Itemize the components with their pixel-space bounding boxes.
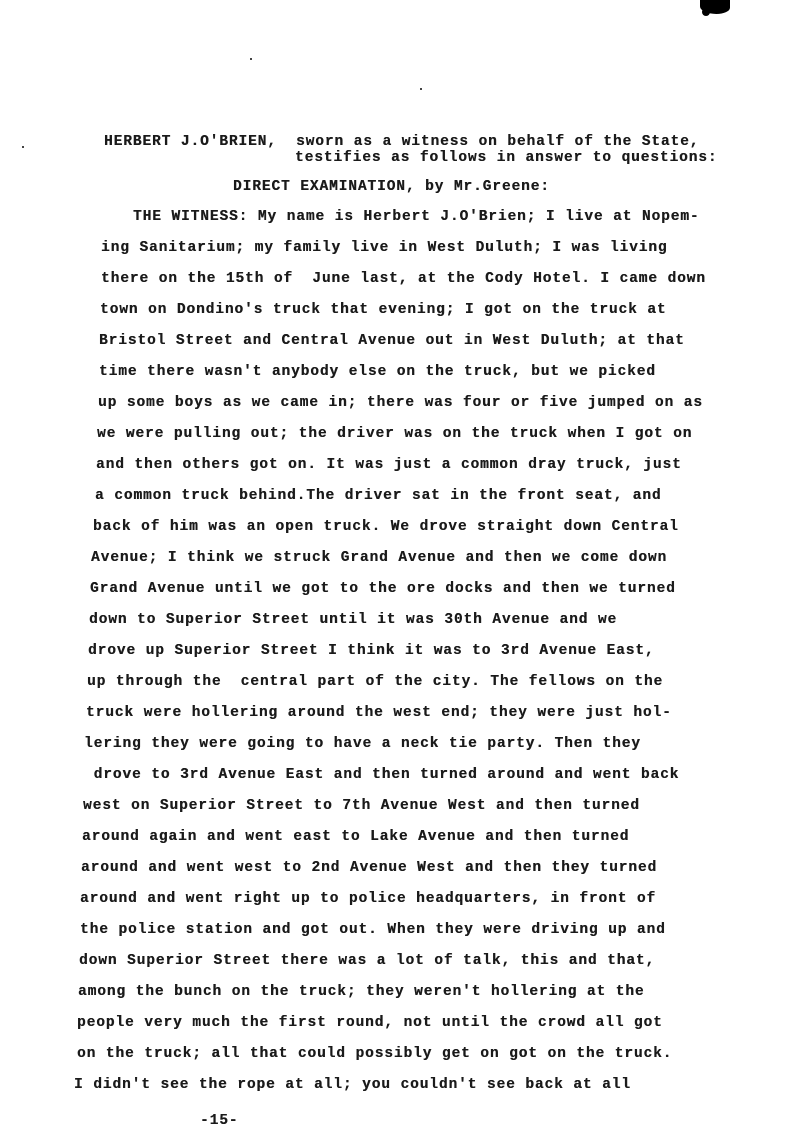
body-line: among the bunch on the truck; they weren't hollering at the bbox=[78, 984, 645, 1000]
body-line: Avenue; I think we struck Grand Avenue and then we come down bbox=[91, 550, 668, 566]
speck bbox=[250, 58, 252, 60]
witness-intro-line-1: HERBERT J.O'BRIEN, sworn as a witness on behalf of the State, bbox=[104, 134, 700, 150]
body-line: I didn't see the rope at all; you couldn't see back at all bbox=[74, 1077, 631, 1093]
body-line: ing Sanitarium; my family live in West Duluth; I was living bbox=[101, 240, 668, 256]
body-line: we were pulling out; the driver was on the truck when I got on bbox=[97, 426, 693, 442]
speck bbox=[22, 146, 24, 148]
body-line: up some boys as we came in; there was four or five jumped on as bbox=[98, 395, 703, 411]
body-line: people very much the first round, not until the crowd all got bbox=[77, 1015, 663, 1031]
body-line: time there wasn't anybody else on the truck, but we picked bbox=[99, 364, 656, 380]
page-number: -15- bbox=[200, 1113, 239, 1129]
body-line: there on the 15th of June last, at the Cody Hotel. I came down bbox=[101, 271, 706, 287]
body-line: around and went west to 2nd Avenue West and then they turned bbox=[81, 860, 658, 876]
body-line: a common truck behind.The driver sat in the front seat, and bbox=[95, 488, 662, 504]
body-line: around and went right up to police headquarters, in front of bbox=[80, 891, 657, 907]
body-line: up through the central part of the city. The fellows on the bbox=[87, 674, 664, 690]
body-line: Grand Avenue until we got to the ore docks and then we turned bbox=[90, 581, 676, 597]
body-line: and then others got on. It was just a common dray truck, just bbox=[96, 457, 682, 473]
body-line: back of him was an open truck. We drove straight down Central bbox=[93, 519, 679, 535]
body-line: lering they were going to have a neck tie party. Then they bbox=[84, 736, 641, 752]
body-line: on the truck; all that could possibly get on got on the truck. bbox=[77, 1046, 673, 1062]
witness-intro-line-2: testifies as follows in answer to questions: bbox=[295, 150, 718, 166]
body-line: around again and went east to Lake Avenue and then turned bbox=[82, 829, 630, 845]
body-line: down Superior Street there was a lot of talk, this and that, bbox=[79, 953, 656, 969]
body-line: drove to 3rd Avenue East and then turned around and went back bbox=[84, 767, 680, 783]
body-line: down to Superior Street until it was 30th Avenue and we bbox=[89, 612, 618, 628]
body-line: THE WITNESS: My name is Herbert J.O'Brien; I live at Nopem- bbox=[133, 209, 700, 225]
body-line: west on Superior Street to 7th Avenue West and then turned bbox=[83, 798, 640, 814]
body-line: truck were hollering around the west end; they were just hol- bbox=[86, 705, 672, 721]
examination-heading: DIRECT EXAMINATION, by Mr.Greene: bbox=[233, 179, 550, 195]
body-line: the police station and got out. When they were driving up and bbox=[80, 922, 666, 938]
ink-blot-mark bbox=[700, 0, 730, 14]
body-line: town on Dondino's truck that evening; I got on the truck at bbox=[100, 302, 667, 318]
body-line: drove up Superior Street I think it was to 3rd Avenue East, bbox=[88, 643, 655, 659]
speck bbox=[420, 88, 422, 90]
body-line: Bristol Street and Central Avenue out in West Duluth; at that bbox=[99, 333, 685, 349]
